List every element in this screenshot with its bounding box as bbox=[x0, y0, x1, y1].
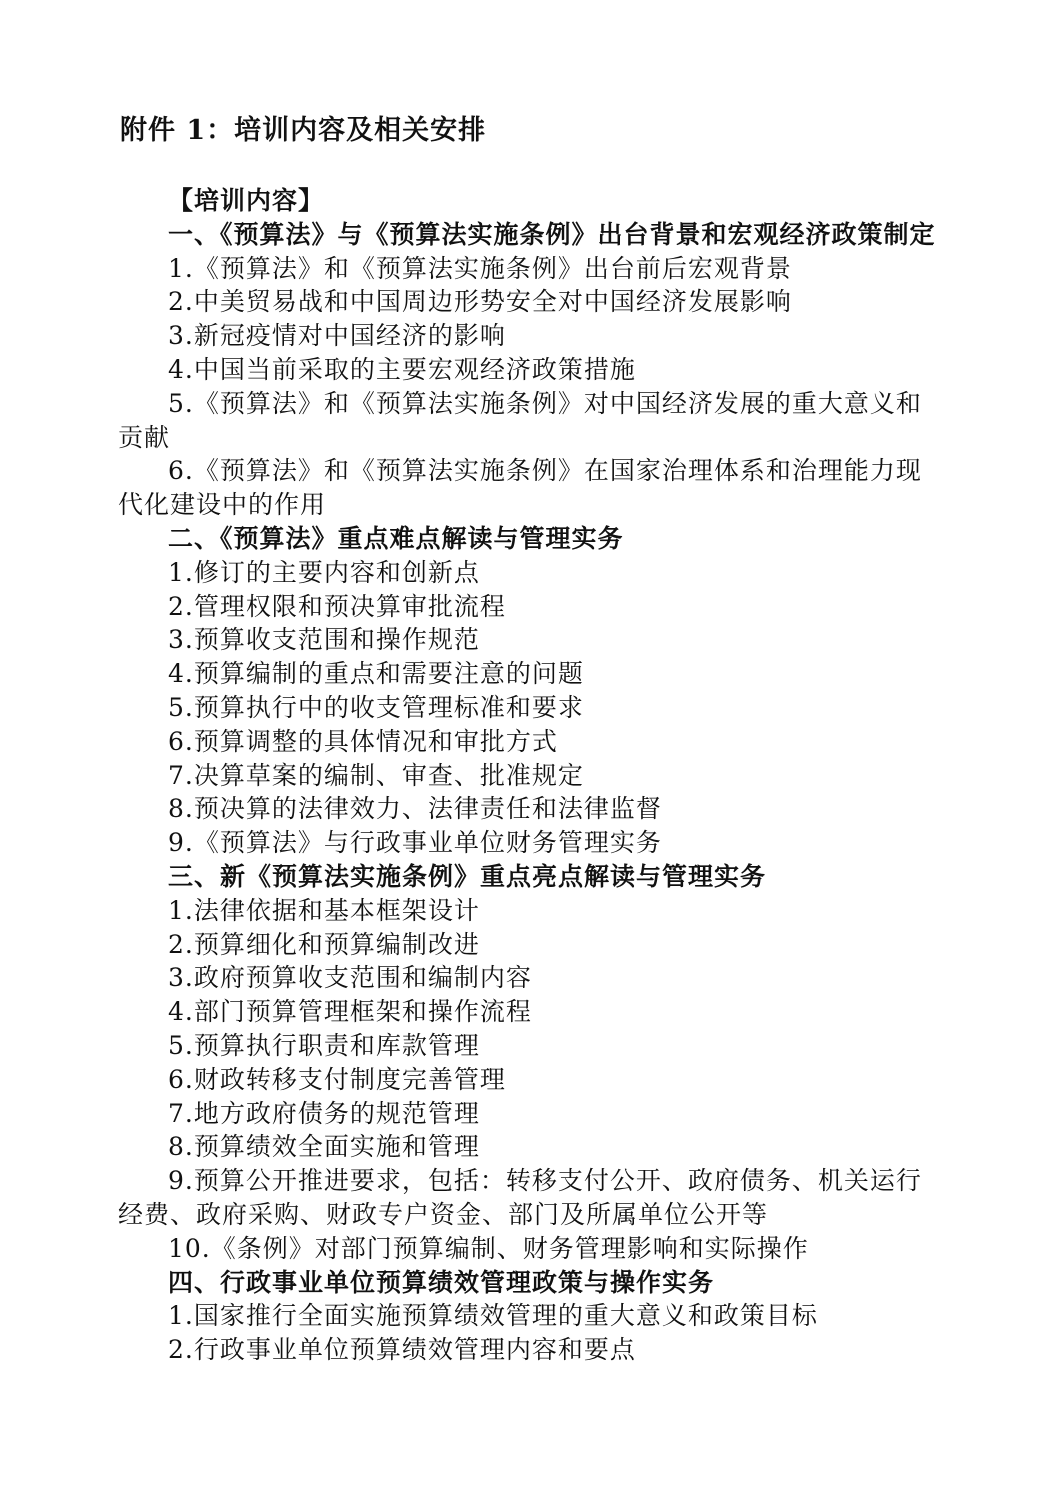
list-item: 2.行政事业单位预算绩效管理内容和要点 bbox=[168, 1335, 636, 1365]
section-heading-4: 四、行政事业单位预算绩效管理政策与操作实务 bbox=[168, 1267, 715, 1297]
list-item: 6.预算调整的具体情况和审批方式 bbox=[168, 726, 558, 756]
list-item: 9.预算公开推进要求，包括：转移支付公开、政府债务、机关运行经费、政府采购、财政专户资金、部门及所属单位公开等 bbox=[118, 1166, 922, 1229]
list-item: 8.预算绩效全面实施和管理 bbox=[168, 1132, 480, 1162]
list-item: 1.修订的主要内容和创新点 bbox=[168, 557, 480, 587]
list-item: 6.《预算法》和《预算法实施条例》在国家治理体系和治理能力现代化建设中的作用 bbox=[118, 456, 922, 520]
list-item: 3.政府预算收支范围和编制内容 bbox=[168, 963, 532, 993]
list-item: 2.预算细化和预算编制改进 bbox=[168, 929, 480, 959]
list-item: 8.预决算的法律效力、法律责任和法律监督 bbox=[168, 794, 662, 824]
training-content bbox=[118, 184, 944, 1367]
list-item: 4.中国当前采取的主要宏观经济政策措施 bbox=[168, 354, 636, 384]
list-item: 1.《预算法》和《预算法实施条例》出台前后宏观背景 bbox=[168, 253, 792, 283]
list-item: 2.管理权限和预决算审批流程 bbox=[168, 591, 506, 621]
section-heading-1: 一、《预算法》与《预算法实施条例》出台背景和宏观经济政策制定 bbox=[168, 219, 936, 249]
list-item: 5.预算执行职责和库款管理 bbox=[168, 1030, 480, 1060]
list-item: 1.法律依据和基本框架设计 bbox=[168, 895, 480, 925]
section-heading-2: 二、《预算法》重点难点解读与管理实务 bbox=[168, 523, 624, 553]
list-item: 7.地方政府债务的规范管理 bbox=[168, 1098, 480, 1128]
section-heading-3: 三、新《预算法实施条例》重点亮点解读与管理实务 bbox=[168, 861, 767, 891]
list-item: 6.财政转移支付制度完善管理 bbox=[168, 1064, 506, 1094]
list-item: 10.《条例》对部门预算编制、财务管理影响和实际操作 bbox=[168, 1233, 809, 1263]
list-item: 5.预算执行中的收支管理标准和要求 bbox=[168, 692, 584, 722]
list-item: 4.部门预算管理框架和操作流程 bbox=[168, 997, 532, 1027]
list-item: 2.中美贸易战和中国周边形势安全对中国经济发展影响 bbox=[168, 287, 792, 317]
list-item: 1.国家推行全面实施预算绩效管理的重大意义和政策目标 bbox=[168, 1301, 818, 1331]
list-item: 4.预算编制的重点和需要注意的问题 bbox=[168, 659, 584, 689]
attachment-title: 附件 1：培训内容及相关安排 bbox=[120, 115, 487, 146]
list-item: 3.新冠疫情对中国经济的影响 bbox=[168, 321, 506, 351]
list-item: 3.预算收支范围和操作规范 bbox=[168, 625, 480, 655]
list-item: 9.《预算法》与行政事业单位财务管理实务 bbox=[168, 828, 662, 858]
section-label: 【培训内容】 bbox=[168, 186, 325, 215]
list-item: 5.《预算法》和《预算法实施条例》对中国经济发展的重大意义和贡献 bbox=[118, 388, 922, 452]
list-item: 7.决算草案的编制、审查、批准规定 bbox=[168, 760, 584, 790]
